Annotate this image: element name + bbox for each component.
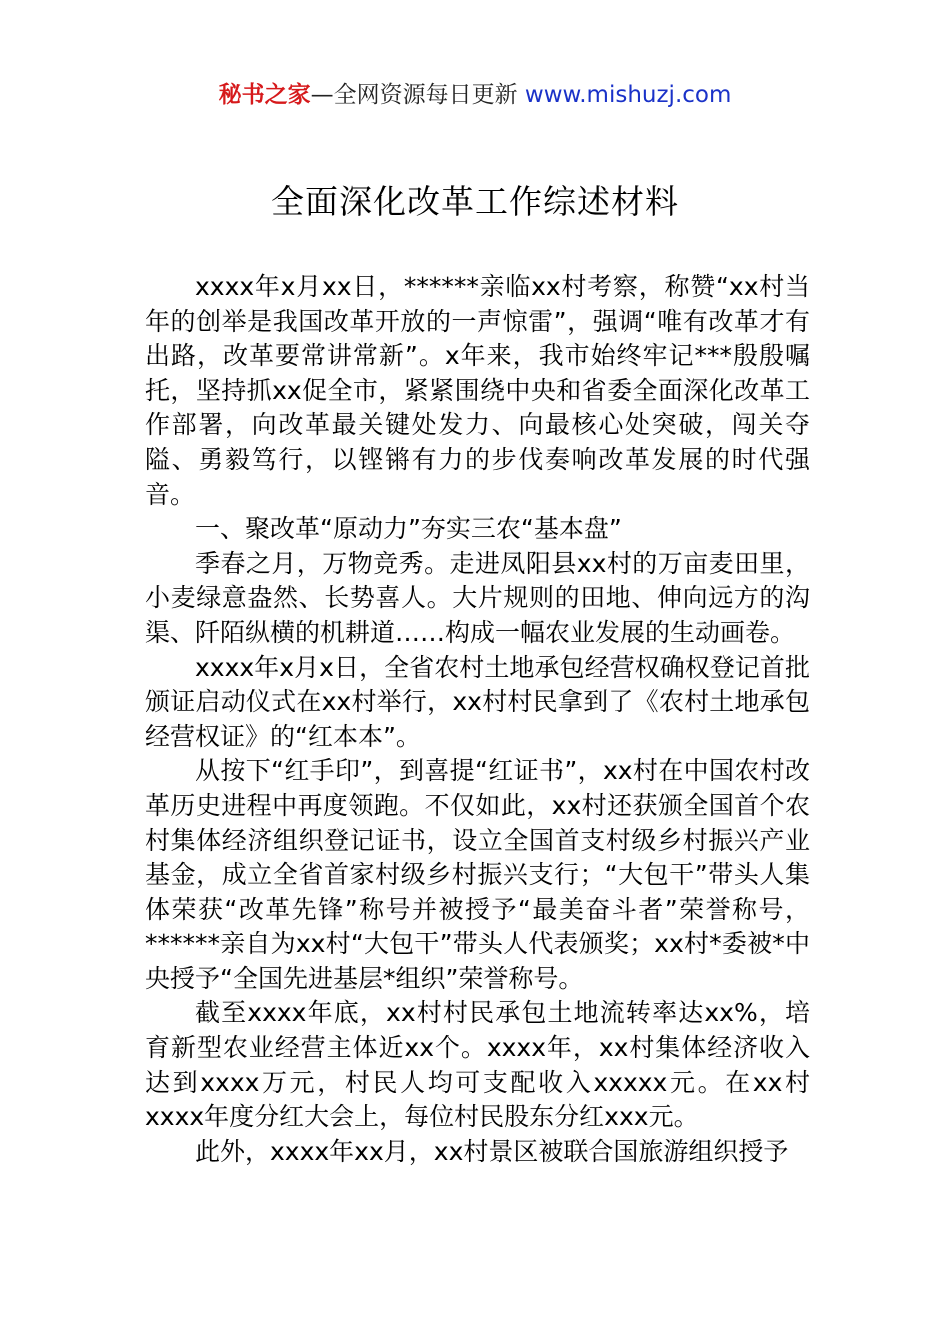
document-title: 全面深化改革工作综述材料: [271, 182, 679, 221]
brand-name: 秘书之家: [218, 82, 311, 108]
header-tagline: —全网资源每日更新: [310, 82, 525, 108]
paragraph-tourism: 此外，xxxx年xx月，xx村景区被联合国旅游组织授予: [195, 1136, 789, 1166]
paragraph-spring-fields: 季春之月，万物竞秀。走进凤阳县xx村的万亩麦田里，小麦绿意盎然、长势喜人。大片规则的田地、伸向远方的沟渠、阡陌纵横的机耕道……构成一幅农业发展的生动画卷。: [145, 548, 810, 647]
site-url-link[interactable]: www.mishuzj.com: [524, 82, 732, 108]
section-heading-1: 一、聚改革“原动力”夯实三农“基本盘”: [195, 514, 622, 544]
document-body: [145, 270, 810, 1169]
paragraph-statistics: 截至xxxx年底，xx村村民承包土地流转率达xx%，培育新型农业经营主体近xx个。xxxx年，xx村集体经济收入达到xxxx万元，村民人均可支配收入xxxxx元。在xx村xxxx年度分红大会上，每位村民股东分红xxx元。: [145, 998, 810, 1132]
paragraph-intro: xxxx年x月xx日，******亲临xx村考察，称赞“xx村当年的创举是我国改革开放的一声惊雷”，强调“唯有改革才有出路，改革要常讲常新”。x年来，我市始终牢记***殷殷嘱托，坚持抓xx促全市，紧紧围绕中央和省委全面深化改革工作部署，向改革最关键处发力、向最核心处突破，闯关夺隘、勇毅笃行，以铿锵有力的步伐奏响改革发展的时代强音。: [145, 272, 810, 509]
site-header: [0, 80, 950, 110]
paragraph-reform-leading: 从按下“红手印”，到喜提“红证书”，xx村在中国农村改革历史进程中再度领跑。不仅如此，xx村还获颁全国首个农村集体经济组织登记证书，设立全国首支村级乡村振兴产业基金，成立全省首家村级乡村振兴支行；“大包干”带头人集体荣获“改革先锋”称号并被授予“最美奋斗者”荣誉称号，******亲自为xx村“大包干”带头人代表颁奖；xx村*委被*中央授予“全国先进基层*组织”荣誉称号。: [145, 756, 810, 993]
paragraph-land-certificate: xxxx年x月x日，全省农村土地承包经营权确权登记首批颁证启动仪式在xx村举行，xx村村民拿到了《农村土地承包经营权证》的“红本本”。: [145, 652, 810, 751]
